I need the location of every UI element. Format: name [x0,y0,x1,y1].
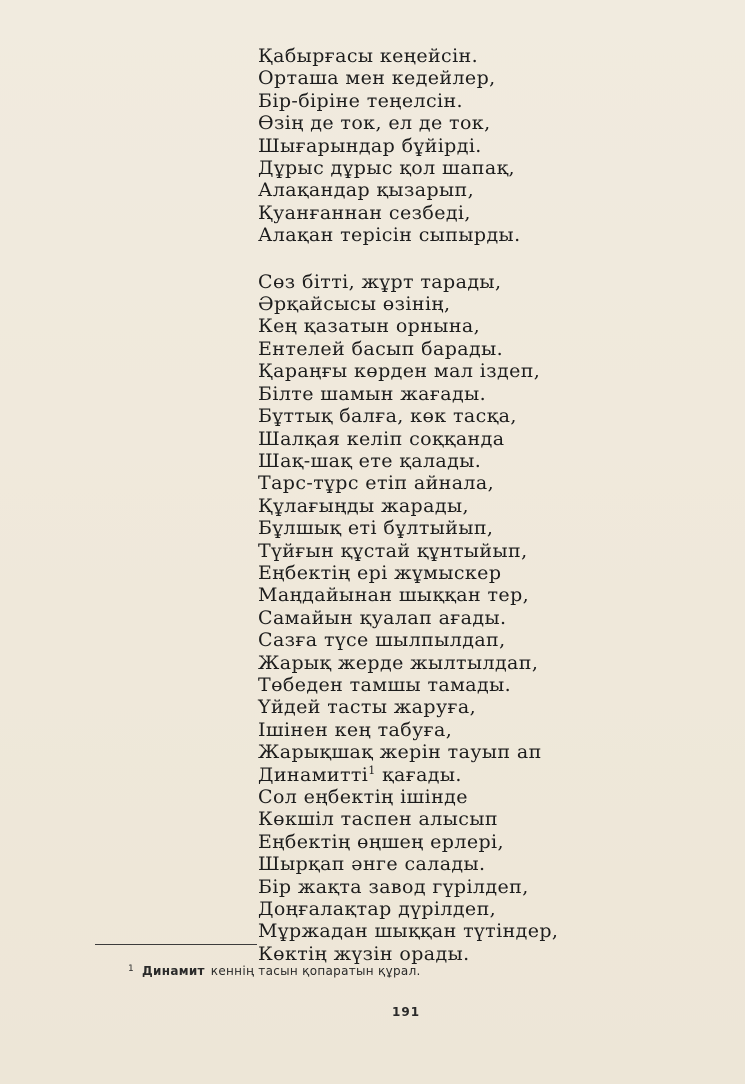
poem-line: Бұлшық еті бұлтыйып, [258,517,494,540]
poem-line: Ентелей басып барады. [258,337,504,360]
poem-line: Шақ-шақ ете қалады. [258,449,482,472]
footnote-line-before: Динамитті [258,763,369,786]
poem-line: Ішінен кең табуға, [258,718,453,741]
poem-line: Қараңғы көрден мал іздеп, [258,360,541,383]
page-number: 191 [392,1005,421,1019]
poem-line: Доңғалақтар дүрілдеп, [258,898,497,921]
poem-line: Көкшіл таспен алысып [258,808,498,831]
poem-line: Орташа мен кедейлер, [258,67,496,90]
poem-line: Сол еңбектің ішінде [258,786,468,808]
footnote [128,964,421,978]
poem-line: Білте шамын жағады. [258,382,487,405]
poem-line: Өзің де ток, ел де ток, [258,112,491,135]
stanza-1 [258,45,698,247]
poem-line: Төбеден тамшы тамады. [258,673,512,696]
poem-line: Жарық жерде жылтылдап, [258,651,539,674]
footnote-reference: 1 [368,763,376,777]
poem-line: Кең қазатын орнына, [258,315,481,338]
footnote-marker: 1 [128,964,135,974]
poem-line: Бір жақта завод гүрілдеп, [258,875,529,898]
poem-line: Құлағыңды жарады, [258,494,469,517]
poem-line: Сазға түсе шылпылдап, [258,629,506,652]
poem-line: Шығарындар бұйірді. [258,134,482,157]
poem-line: Еңбектің ері жұмыскер [258,561,502,584]
poem-line: Түйғын құстай құнтыйып, [258,539,528,562]
poem-line: Дұрыс дұрыс қол шапақ, [258,157,515,180]
poem-line-with-footnote [258,764,698,786]
poem-line: Алақандар қызарып, [258,179,475,202]
poem-line: Қуанғаннан сезбеді, [258,201,471,224]
footnote-text: кеннің тасын қопаратын құрал. [210,964,421,978]
poem-line: Көктің жүзін орады. [258,942,470,965]
poem-line: Маңдайынан шыққан тер, [258,584,530,607]
footnote-term: Динамит [142,964,205,978]
poem-line: Әрқайсысы өзінің, [258,293,451,316]
poem-line: Сөз бітті, жұрт тарады, [258,270,502,293]
poem-line: Бұттық балға, көк тасқа, [258,405,517,428]
poem-line: Жарықшақ жерін тауып ап [258,741,542,764]
poem-line: Алақан терісін сыпырды. [258,224,521,247]
poem-line: Мұржадан шыққан түтіндер, [258,920,559,943]
poem-line: Үйдей тасты жаруға, [258,696,477,719]
stanza-2 [258,271,698,966]
footnote-line-after: қағады. [375,763,462,786]
poem-line: Еңбектің өңшең ерлері, [258,830,504,853]
footnote-divider [95,944,257,945]
poem-line: Қабырғасы кеңейсін. [258,45,479,67]
poem [258,45,698,965]
poem-line: Шырқап әнге салады. [258,853,486,876]
poem-line: Бір-біріне теңелсін. [258,89,463,112]
poem-line: Самайын қуалап ағады. [258,606,507,629]
poem-line: Шалқая келіп соққанда [258,427,505,450]
poem-line: Тарс-тұрс етіп айнала, [258,472,495,495]
